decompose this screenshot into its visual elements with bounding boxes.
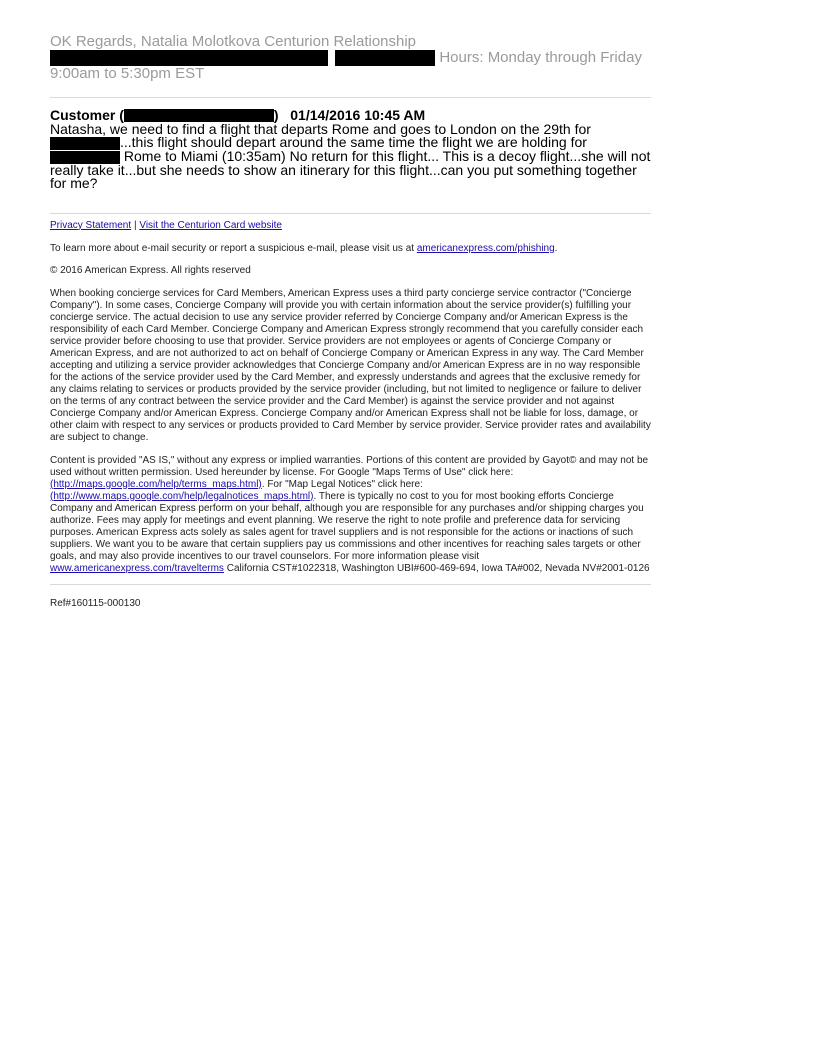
message-body xyxy=(50,123,651,190)
message-timestamp: 01/14/2016 10:45 AM xyxy=(290,107,426,124)
message-body-part-1: Natasha, we need to find a flight that departs Rome and goes to London on the 29th for xyxy=(50,121,591,138)
redacted-block xyxy=(50,137,120,150)
message-header xyxy=(50,108,651,122)
security-notice xyxy=(50,243,651,255)
maps-terms-link[interactable]: (http://maps.google.com/help/terms_maps.html) xyxy=(50,478,262,490)
redacted-block xyxy=(335,50,435,66)
signature-header xyxy=(50,34,651,82)
hours-label: Hours: Monday through Friday xyxy=(439,49,642,66)
signature-line-1: OK Regards, Natalia Molotkova Centurion Relationship xyxy=(50,33,417,50)
link-separator: | xyxy=(133,219,137,231)
redacted-block xyxy=(50,50,328,66)
content-text-4: California CST#1022318, Washington UBI#600-469-694, Iowa TA#002, Nevada NV#2001-0126 xyxy=(226,562,650,574)
reference-number: Ref#160115-000130 xyxy=(50,597,141,609)
centurion-website-link[interactable]: Visit the Centurion Card website xyxy=(139,219,282,231)
concierge-disclaimer: When booking concierge services for Card Members, American Express uses a third party concierge service contractor ("Concierge Company"). In some cases, Concierge Company will provide you with certain information about the service provider(s) fulfilling your concierge service. The actual decision to use any service provider referred by Concierge Company and/or American Express is the responsibility of each Card Member. Concierge Company and American Express strongly recommend that you carefully consider each service provider before choosing to use that provider. Service providers are not employees or agents of Concierge Company or American Express, and are not authorized to act on behalf of Concierge Company or American Express in any way. The Card Member accepting and utilizing a service provider acknowledges that Concierge Company and/or American Express are in no way responsible for the actions of the service provider used by the Card Member, and expressly understands and agrees that the exclusive remedy for any claims relating to services or products provided by the service provider (including, but not limited to negligence or failure to deliver on the terms of any contract between the service provider and the Card Member) is against the service provider and not against Concierge Company and/or American Express. Concierge Company and/or American Express shall not be liable for loss, damage, or other claim with respect to any services or products provided to Card Member by service provider. Service provider rates and availability are subject to change. xyxy=(50,287,651,443)
message-body-part-3: Rome to Miami (10:35am) No return for this flight... This is a decoy flight...she will not really take it...but she needs to show an itinerary for this flight...can you put something together for me? xyxy=(50,147,651,191)
footer-links xyxy=(50,220,651,232)
security-period: . xyxy=(554,242,558,254)
maps-legal-link[interactable]: (http://www.maps.google.com/help/legalnotices_maps.html) xyxy=(50,490,314,502)
customer-label: Customer ( xyxy=(50,107,124,124)
phishing-link[interactable]: americanexpress.com/phishing xyxy=(416,242,555,254)
divider xyxy=(50,213,651,214)
privacy-statement-link[interactable]: Privacy Statement xyxy=(50,219,132,231)
divider xyxy=(50,97,651,98)
copyright: © 2016 American Express. All rights reserved xyxy=(50,264,251,276)
email-document xyxy=(50,34,651,610)
redacted-customer-name xyxy=(124,109,274,122)
signature-line-3: 9:00am to 5:30pm EST xyxy=(50,65,205,83)
content-disclaimer xyxy=(50,455,651,575)
divider xyxy=(50,584,651,585)
security-text: To learn more about e-mail security or report a suspicious e-mail, please visit us at xyxy=(50,242,415,254)
message-body-part-2: ...this flight should depart around the same time the flight we are holding for xyxy=(120,134,587,151)
customer-close: ) xyxy=(273,107,279,124)
content-text-2: . For "Map Legal Notices" click here: xyxy=(261,478,423,490)
travel-terms-link[interactable]: www.americanexpress.com/travelterms xyxy=(50,562,224,574)
signature-line-2 xyxy=(50,50,651,66)
content-text-3: . There is typically no cost to you for most booking efforts Concierge Company and American Express perform on your behalf, although you are responsible for any purchases and/or shipping charges you authorize. Fees may apply for meetings and event planning. We reserve the right to note profile and preference data for servicing purposes. American Express acts solely as sales agent for travel suppliers and is not responsible for the actions or inactions of such suppliers. We want you to be aware that certain suppliers pay us commissions and other incentives for reaching sales targets or other goals, and may also provide incentives to our travel counselors. For more information please visit xyxy=(50,490,644,562)
content-text-1: Content is provided "AS IS," without any express or implied warranties. Portions of this content are provided by Gayot© and may not be used without written permission. Used hereunder by license. For Google "Maps Terms of Use" click here: xyxy=(50,454,649,478)
